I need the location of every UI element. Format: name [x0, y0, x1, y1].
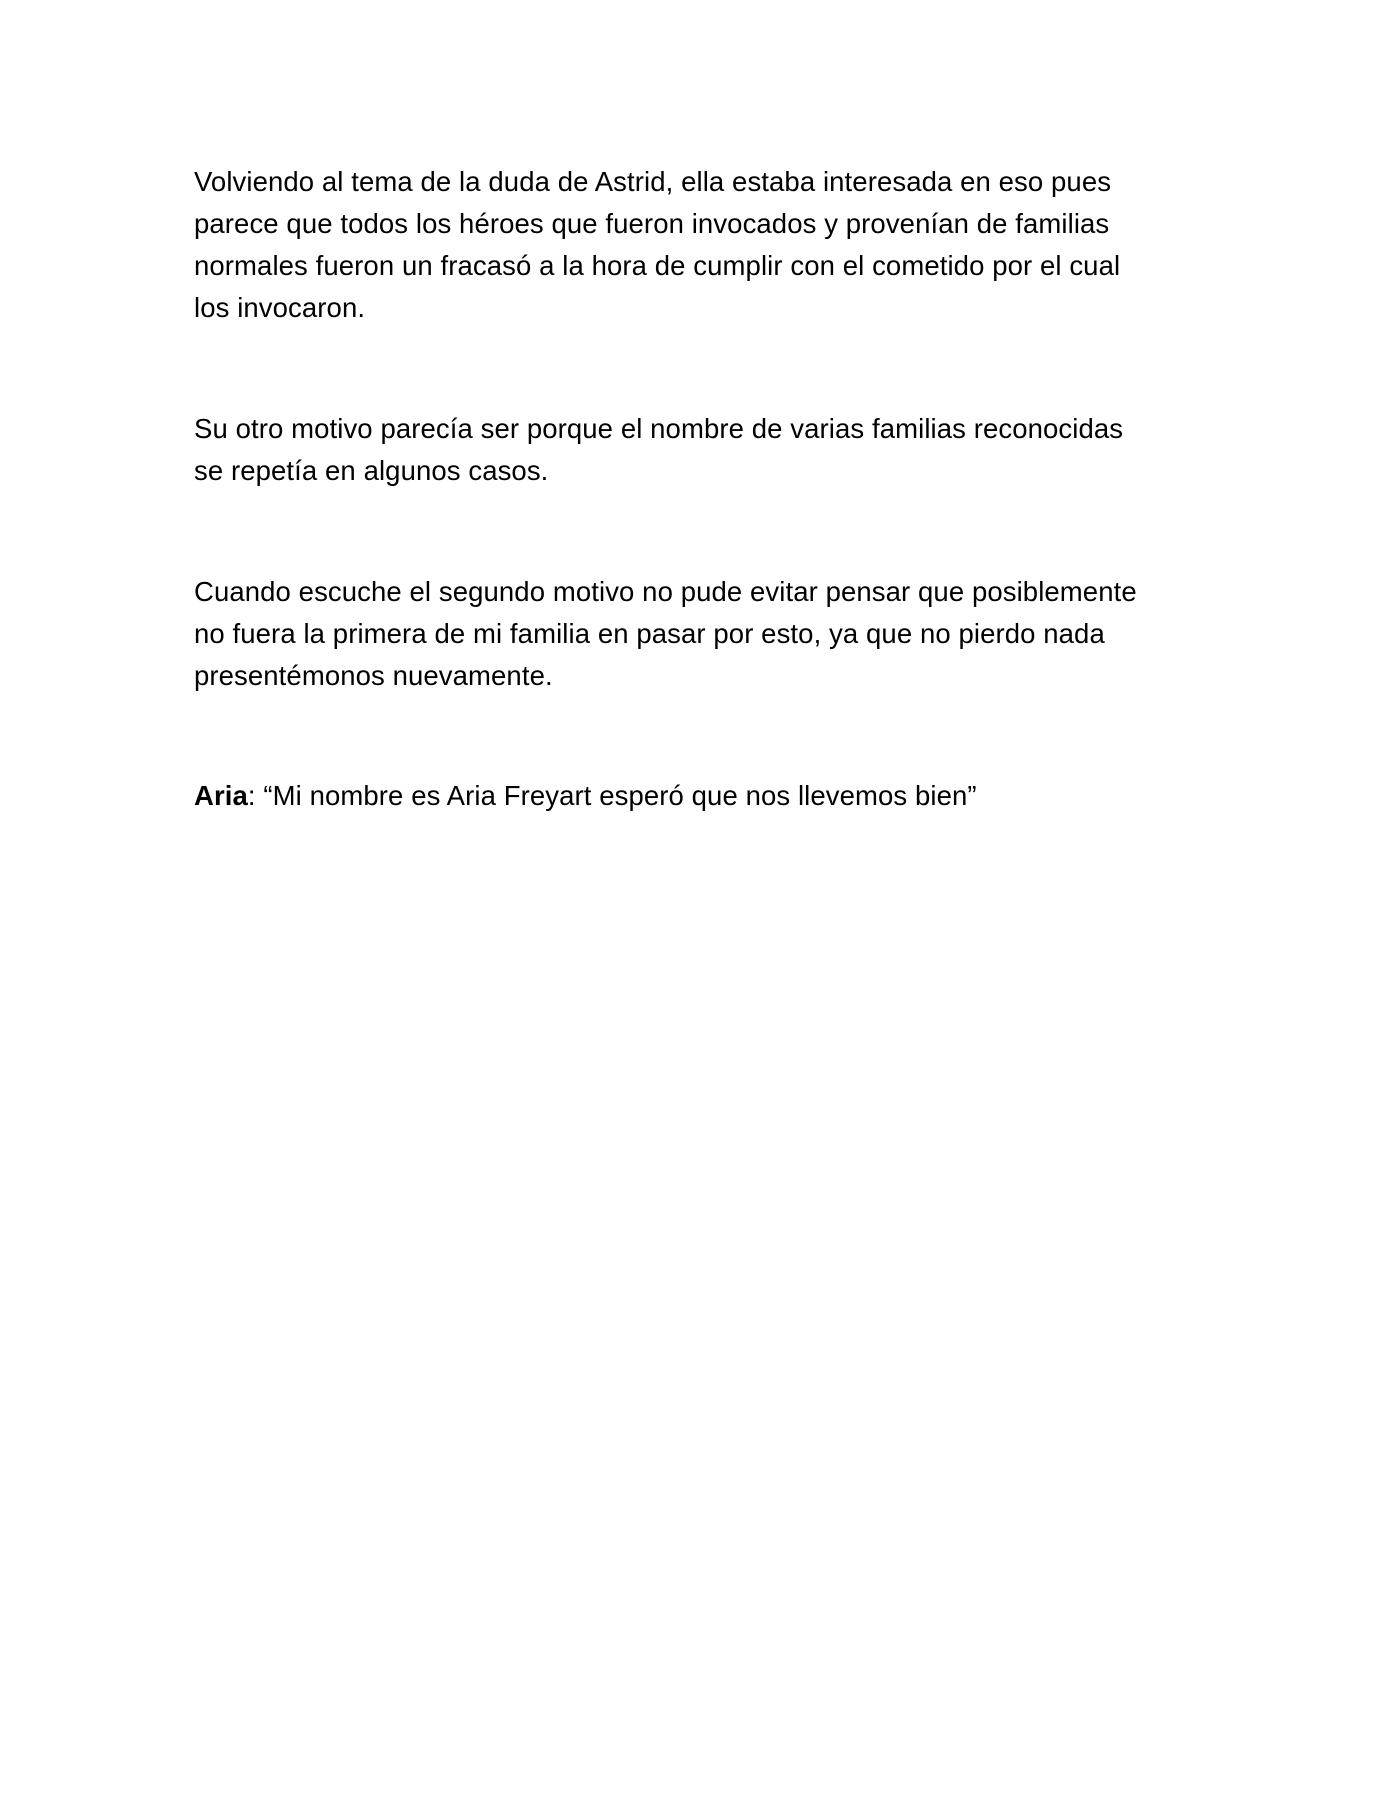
dialogue-line	[194, 775, 1214, 817]
paragraph-line: Cuando escuche el segundo motivo no pude evitar pensar que posiblemente	[194, 576, 1137, 607]
speaker-name: Aria	[194, 780, 248, 811]
paragraph-1	[194, 161, 1214, 329]
paragraph-line: los invocaron.	[194, 292, 366, 323]
paragraph-line: normales fueron un fracasó a la hora de cumplir con el cometido por el cual	[194, 250, 1121, 281]
speaker-separator: :	[247, 780, 256, 811]
paragraph-2	[194, 408, 1214, 492]
dialogue-text	[194, 775, 1214, 817]
paragraph-line: se repetía en algunos casos.	[194, 455, 549, 486]
dialogue-quote: “Mi nombre es Aria Freyart esperó que nos llevemos bien”	[255, 780, 977, 811]
paragraph-3	[194, 571, 1214, 697]
paragraph-line: parece que todos los héroes que fueron invocados y provenían de familias	[194, 208, 1110, 239]
paragraph-line: Volviendo al tema de la duda de Astrid, ella estaba interesada en eso pues	[194, 166, 1112, 197]
paragraph-line: no fuera la primera de mi familia en pasar por esto, ya que no pierdo nada	[194, 618, 1105, 649]
paragraph-line: Su otro motivo parecía ser porque el nombre de varias familias reconocidas	[194, 413, 1124, 444]
paragraph-line: presentémonos nuevamente.	[194, 660, 553, 691]
